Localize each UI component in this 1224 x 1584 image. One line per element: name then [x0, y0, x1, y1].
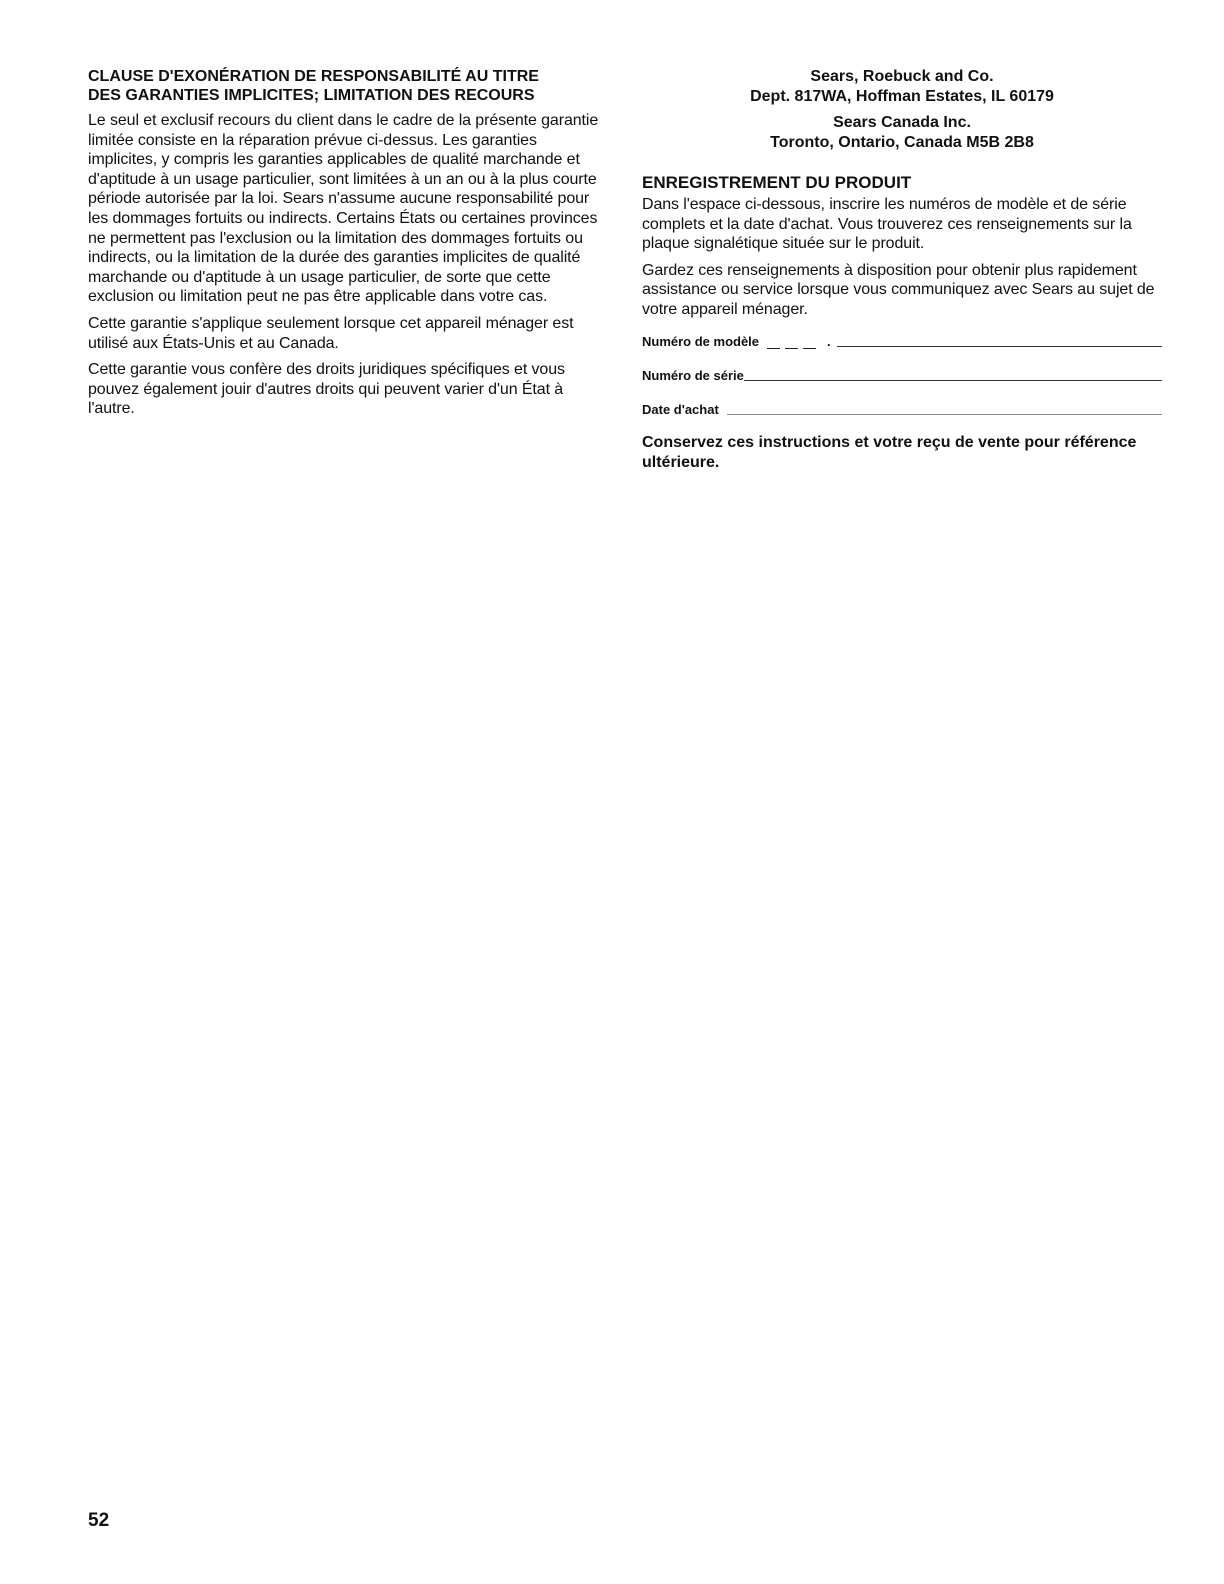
warranty-disclaimer-section — [88, 67, 608, 426]
registration-section — [642, 67, 1162, 473]
model-number-dot: . — [827, 333, 831, 349]
disclaimer-heading-line2: DES GARANTIES IMPLICITES; LIMITATION DES RECOURS — [88, 87, 535, 104]
sears-canada-address — [642, 113, 1162, 153]
keep-instructions-note: Conservez ces instructions et votre reçu de vente pour référence ultérieure. — [642, 433, 1137, 471]
model-number-field[interactable] — [642, 327, 1162, 349]
registration-paragraph-1: Dans l'espace ci-dessous, inscrire les numéros de modèle et de série complets et la date d'achat. Vous trouverez ces renseignements sur la plaque signalétique située sur le produit. — [642, 196, 1132, 253]
disclaimer-heading-line1: CLAUSE D'EXONÉRATION DE RESPONSABILITÉ AU TITRE — [88, 68, 539, 85]
sears-us-address — [642, 67, 1162, 107]
sears-canada-address-line2: Toronto, Ontario, Canada M5B 2B8 — [770, 134, 1034, 151]
sears-us-address-line1: Sears, Roebuck and Co. — [810, 68, 994, 85]
page-number: 52 — [88, 1510, 110, 1531]
disclaimer-paragraph-1: Le seul et exclusif recours du client dans le cadre de la présente garantie limitée consiste en la réparation prévue ci-dessus. Les garanties implicites, y compris les garanties applicables de qualité marchande et d'aptitude à un usage particulier, sont limitées à un an ou à la plus courte période autorisée par la loi. Sears n'assume aucune responsabilité pour les dommages fortuits ou indirects. Certains États ou certaines provinces ne permettent pas l'exclusion ou la limitation des dommages fortuits ou indirects, ou la limitation de la durée des garanties implicites de qualité marchande ou d'aptitude à un usage particulier, de sorte que cette exclusion ou limitation peut ne pas être applicable dans votre cas. — [88, 112, 599, 306]
sears-canada-address-line1: Sears Canada Inc. — [833, 114, 971, 131]
model-number-label: Numéro de modèle — [642, 333, 760, 349]
serial-number-line[interactable] — [744, 370, 1162, 381]
model-number-line[interactable] — [837, 336, 1162, 347]
serial-number-field[interactable] — [642, 361, 1162, 383]
model-number-prefix-blanks[interactable] — [767, 338, 821, 349]
purchase-date-label: Date d'achat — [642, 401, 719, 417]
disclaimer-paragraph-2: Cette garantie s'applique seulement lorsque cet appareil ménager est utilisé aux États-Unis et au Canada. — [88, 314, 574, 352]
disclaimer-heading — [88, 67, 608, 105]
serial-number-label: Numéro de série — [642, 367, 744, 383]
purchase-date-line[interactable] — [727, 404, 1162, 415]
disclaimer-paragraph-3: Cette garantie vous confère des droits juridiques spécifiques et vous pouvez également jouir d'autres droits qui peuvent varier d'un État à l'autre. — [88, 361, 565, 418]
registration-heading: ENREGISTREMENT DU PRODUIT — [642, 173, 912, 192]
purchase-date-field[interactable] — [642, 395, 1162, 417]
sears-us-address-line2: Dept. 817WA, Hoffman Estates, IL 60179 — [750, 88, 1054, 105]
registration-paragraph-2: Gardez ces renseignements à disposition pour obtenir plus rapidement assistance ou service lorsque vous communiquez avec Sears au sujet de votre appareil ménager. — [642, 261, 1155, 318]
